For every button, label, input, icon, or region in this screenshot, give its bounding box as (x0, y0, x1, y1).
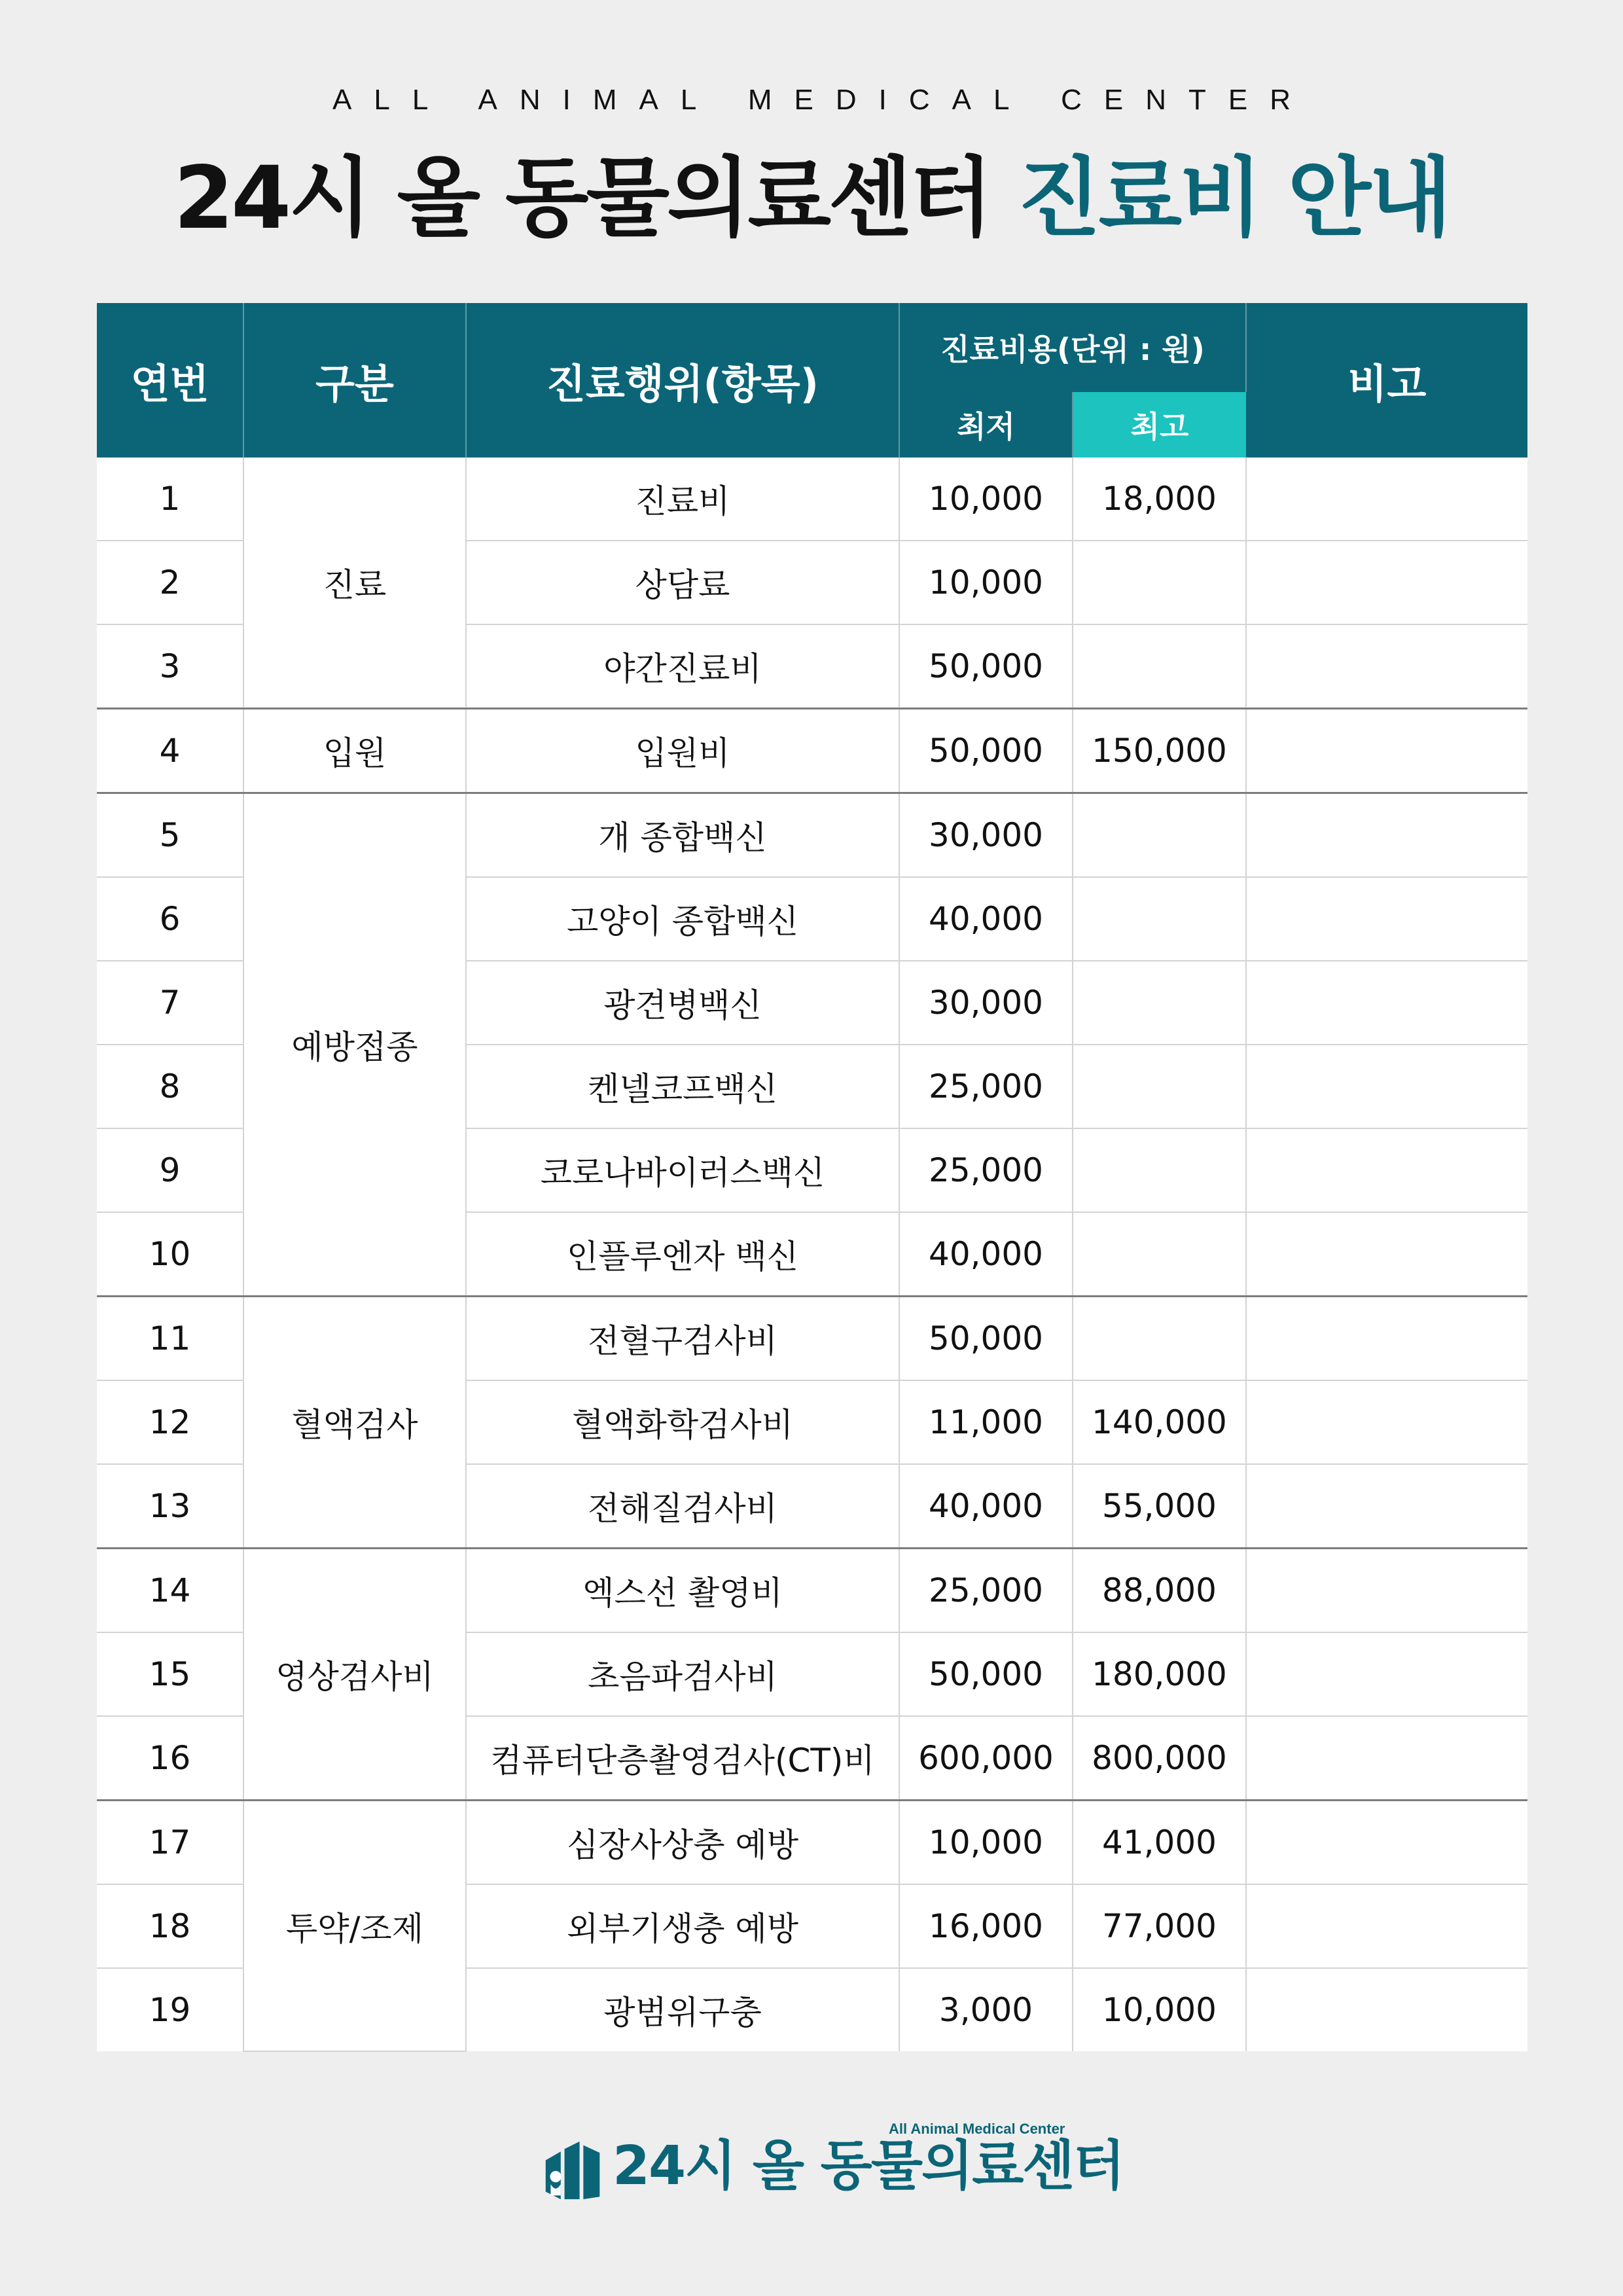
cell-max: 140,000 (1073, 1380, 1246, 1464)
header-min: 최저 (899, 392, 1073, 457)
cell-no: 17 (97, 1801, 243, 1885)
cell-item: 외부기생충 예방 (466, 1884, 899, 1968)
cell-note (1246, 1380, 1527, 1464)
cell-item: 광견병백신 (466, 961, 899, 1045)
cell-min: 25,000 (899, 1128, 1073, 1212)
cell-item: 켄넬코프백신 (466, 1045, 899, 1128)
footer (0, 2114, 1623, 2199)
table-row (97, 709, 1527, 793)
cell-min: 10,000 (899, 457, 1073, 541)
cell-note (1246, 457, 1527, 541)
cell-item: 컴퓨터단층촬영검사(CT)비 (466, 1716, 899, 1801)
cell-min: 600,000 (899, 1716, 1073, 1801)
cell-item: 광범위구충 (466, 1968, 899, 2051)
building-pet-logo-icon (542, 2139, 605, 2202)
cell-note (1246, 793, 1527, 878)
cell-no: 6 (97, 877, 243, 961)
cell-item: 상담료 (466, 541, 899, 624)
cell-min: 50,000 (899, 1632, 1073, 1716)
cell-no: 2 (97, 541, 243, 624)
header-max: 최고 (1073, 392, 1246, 457)
cell-no: 8 (97, 1045, 243, 1128)
cell-no: 16 (97, 1716, 243, 1801)
cell-no: 9 (97, 1128, 243, 1212)
table-row (97, 1549, 1527, 1633)
cell-max: 18,000 (1073, 457, 1246, 541)
cell-note (1246, 541, 1527, 624)
cell-no: 18 (97, 1884, 243, 1968)
cell-note (1246, 1632, 1527, 1716)
cell-note (1246, 1716, 1527, 1801)
brand-english: All Animal Medical Center (889, 2121, 1065, 2137)
fee-table (97, 303, 1527, 2052)
fee-table-body (97, 457, 1527, 2051)
cell-item: 입원비 (466, 709, 899, 793)
header-cost: 진료비용(단위 : 원) (899, 303, 1246, 392)
cell-no: 10 (97, 1212, 243, 1297)
cell-max: 88,000 (1073, 1549, 1246, 1633)
cell-note (1246, 1297, 1527, 1381)
cell-no: 1 (97, 457, 243, 541)
cell-max (1073, 1297, 1246, 1381)
cell-note (1246, 1464, 1527, 1549)
cell-max (1073, 877, 1246, 961)
cell-note (1246, 1549, 1527, 1633)
cell-max: 10,000 (1073, 1968, 1246, 2051)
cell-min: 40,000 (899, 1212, 1073, 1297)
cell-no: 12 (97, 1380, 243, 1464)
cell-note (1246, 1045, 1527, 1128)
cell-no: 15 (97, 1632, 243, 1716)
table-row (97, 457, 1527, 541)
cell-max: 180,000 (1073, 1632, 1246, 1716)
cell-note (1246, 1884, 1527, 1968)
cell-max (1073, 1212, 1246, 1297)
cell-min: 3,000 (899, 1968, 1073, 2051)
cell-item: 야간진료비 (466, 624, 899, 709)
table-row (97, 1297, 1527, 1381)
header-category: 구분 (243, 303, 466, 457)
cell-item: 개 종합백신 (466, 793, 899, 878)
cell-no: 4 (97, 709, 243, 793)
cell-category: 진료 (243, 457, 466, 709)
cell-max (1073, 624, 1246, 709)
cell-min: 10,000 (899, 541, 1073, 624)
cell-item: 초음파검사비 (466, 1632, 899, 1716)
brand-korean: 24시 올 동물의료센터 (613, 2135, 1124, 2197)
cell-max (1073, 793, 1246, 878)
cell-min: 50,000 (899, 624, 1073, 709)
table-row (97, 1801, 1527, 1885)
cell-no: 13 (97, 1464, 243, 1549)
cell-max: 55,000 (1073, 1464, 1246, 1549)
cell-min: 25,000 (899, 1549, 1073, 1633)
cell-note (1246, 1801, 1527, 1885)
cell-max (1073, 961, 1246, 1045)
cell-note (1246, 1212, 1527, 1297)
cell-category: 예방접종 (243, 793, 466, 1297)
cell-no: 7 (97, 961, 243, 1045)
cell-no: 3 (97, 624, 243, 709)
cell-note (1246, 1968, 1527, 2051)
cell-min: 30,000 (899, 961, 1073, 1045)
cell-category: 혈액검사 (243, 1297, 466, 1549)
fee-table-header (97, 303, 1527, 457)
cell-note (1246, 1128, 1527, 1212)
cell-max (1073, 1128, 1246, 1212)
cell-min: 10,000 (899, 1801, 1073, 1885)
cell-max: 800,000 (1073, 1716, 1246, 1801)
header-subtitle: ALL ANIMAL MEDICAL CENTER (332, 84, 1313, 116)
cell-no: 14 (97, 1549, 243, 1633)
cell-max (1073, 541, 1246, 624)
cell-item: 전해질검사비 (466, 1464, 899, 1549)
cell-no: 19 (97, 1968, 243, 2051)
cell-note (1246, 877, 1527, 961)
header-no: 연번 (97, 303, 243, 457)
cell-item: 심장사상충 예방 (466, 1801, 899, 1885)
cell-max: 150,000 (1073, 709, 1246, 793)
cell-min: 40,000 (899, 877, 1073, 961)
cell-max (1073, 1045, 1246, 1128)
cell-note (1246, 624, 1527, 709)
cell-max: 41,000 (1073, 1801, 1246, 1885)
cell-note (1246, 709, 1527, 793)
cell-min: 16,000 (899, 1884, 1073, 1968)
cell-item: 엑스선 촬영비 (466, 1549, 899, 1633)
footer-brand (542, 2114, 1124, 2199)
cell-item: 진료비 (466, 457, 899, 541)
cell-no: 11 (97, 1297, 243, 1381)
cell-min: 25,000 (899, 1045, 1073, 1128)
title-accent: 진료비 안내 (1018, 148, 1450, 249)
cell-category: 투약/조제 (243, 1801, 466, 2052)
cell-min: 30,000 (899, 793, 1073, 878)
cell-min: 11,000 (899, 1380, 1073, 1464)
title-main: 24시 올 동물의료센터 (173, 148, 991, 249)
cell-category: 영상검사비 (243, 1549, 466, 1801)
cell-no: 5 (97, 793, 243, 878)
cell-category: 입원 (243, 709, 466, 793)
page-title (0, 143, 1623, 254)
cell-item: 전혈구검사비 (466, 1297, 899, 1381)
cell-item: 혈액화학검사비 (466, 1380, 899, 1464)
cell-min: 50,000 (899, 1297, 1073, 1381)
cell-note (1246, 961, 1527, 1045)
cell-item: 고양이 종합백신 (466, 877, 899, 961)
table-row (97, 793, 1527, 878)
cell-min: 40,000 (899, 1464, 1073, 1549)
header-item: 진료행위(항목) (466, 303, 899, 457)
cell-min: 50,000 (899, 709, 1073, 793)
cell-item: 코로나바이러스백신 (466, 1128, 899, 1212)
header-note: 비고 (1246, 303, 1527, 457)
cell-item: 인플루엔자 백신 (466, 1212, 899, 1297)
cell-max: 77,000 (1073, 1884, 1246, 1968)
